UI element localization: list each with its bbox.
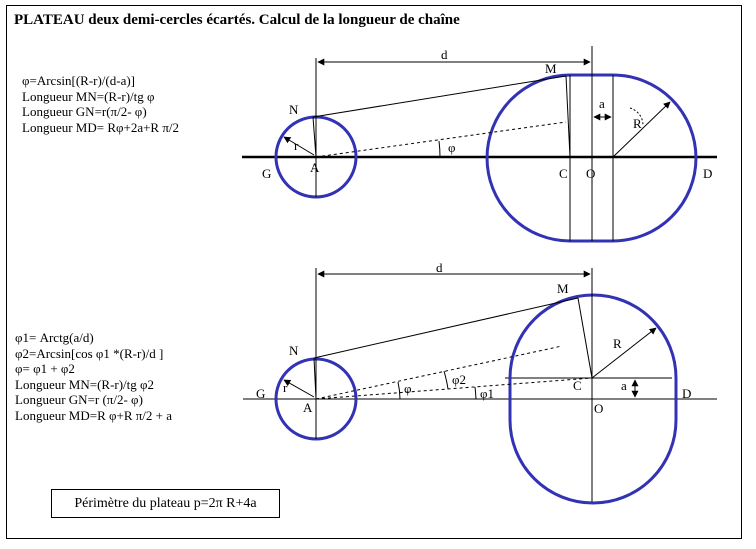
formula: Longueur MN=(R-r)/tg φ2 [15, 376, 155, 392]
diagram-2 [243, 260, 717, 503]
label-d-2: d [436, 260, 443, 275]
formula: φ1= Arctg(a/d) [15, 330, 94, 345]
formula: Longueur MN=(R-r)/tg φ [22, 88, 155, 104]
formula: Longueur GN=r (π/2- φ) [15, 392, 143, 407]
label-n-2: N [289, 343, 299, 358]
dashed-line-phi2 [316, 346, 562, 399]
page-title: PLATEAU deux demi-cercles écartés. Calcul de la longueur de chaîne [14, 12, 460, 28]
label-c: C [559, 166, 568, 181]
label-phi1: φ1 [480, 386, 495, 401]
label-big-r: R [633, 116, 642, 131]
formula: φ=Arcsin[(R-r)/(d-a)] [22, 73, 136, 88]
formula: Longueur GN=r(π/2- φ) [22, 104, 147, 119]
label-c-2: C [573, 378, 582, 393]
label-phi2: φ2 [452, 372, 467, 387]
label-big-r-2: R [613, 336, 622, 351]
tangent-mn [313, 76, 566, 117]
formula: φ= φ1 + φ2 [15, 361, 75, 376]
perimeter-formula-box: Périmètre du plateau p=2π R+4a [51, 489, 280, 518]
label-o-2: O [594, 401, 604, 416]
label-small-r: r [294, 138, 299, 153]
formula: φ2=Arcsin[cos φ1 *(R-r)/d ] [15, 345, 164, 361]
label-phi: φ [448, 140, 456, 155]
label-g: G [262, 166, 272, 181]
formula: Longueur MD=R φ+R π/2 + a [15, 407, 173, 423]
label-d: d [441, 47, 448, 62]
diagram-1 [242, 46, 717, 241]
radius-r-arrow [284, 137, 314, 155]
label-a: a [599, 96, 605, 111]
label-g-2: G [256, 386, 266, 401]
label-o: O [586, 166, 596, 181]
label-a-2: a [621, 378, 627, 393]
radius-cm [566, 76, 570, 157]
label-m-2: M [557, 281, 569, 296]
formula: Longueur MD= Rφ+2a+R π/2 [22, 119, 180, 135]
label-m: M [545, 61, 557, 76]
label-d-point-2: D [682, 386, 692, 401]
angle-arc-phi-2 [398, 382, 400, 399]
label-small-r-2: r [283, 380, 288, 395]
label-n: N [289, 102, 299, 117]
angle-arc-phi [439, 141, 440, 157]
radius-cm-2 [578, 298, 592, 378]
radius-r-arrow-2 [284, 380, 314, 397]
angle-arc-phi2 [444, 371, 448, 389]
radius-R-arrow-2 [592, 328, 656, 378]
angle-arc-phi1 [475, 387, 476, 399]
label-phi-2: φ [404, 381, 412, 396]
tangent-mn-2 [314, 298, 578, 358]
label-point-a-2: A [303, 400, 313, 415]
label-d-point: D [703, 166, 713, 181]
label-point-a: A [310, 160, 320, 175]
